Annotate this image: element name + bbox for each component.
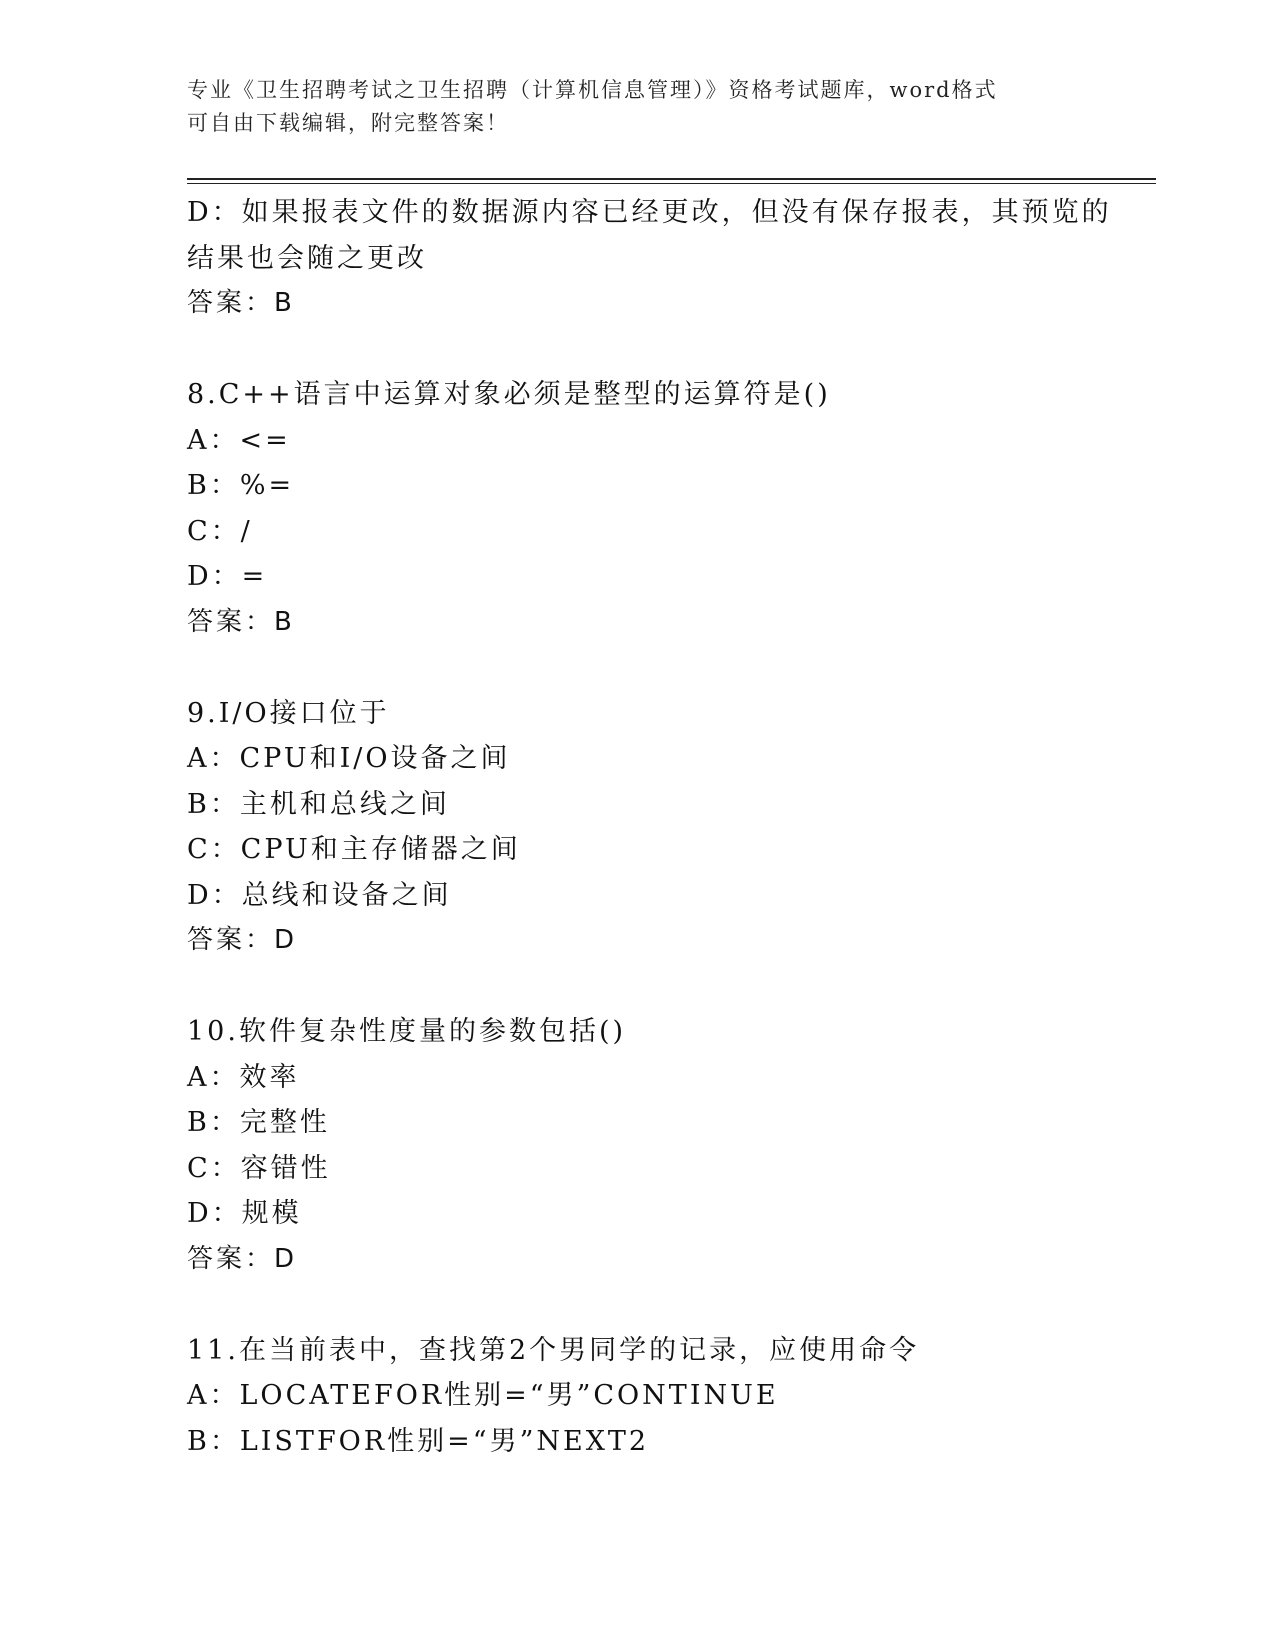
header-divider-thick [187, 178, 1156, 180]
question-item [187, 1009, 1107, 1282]
question-stem: 9.I/O接口位于 [187, 697, 390, 729]
question-stem: 11.在当前表中，查找第2个男同学的记录，应使用命令 [187, 1334, 920, 1366]
option-a: A：效率 [187, 1061, 300, 1093]
spacer [187, 645, 1107, 691]
option-a: A：<= [187, 424, 291, 456]
answer-label: 答案：B [187, 288, 295, 318]
header-title-line2: 可自由下载编辑，附完整答案！ [187, 111, 509, 135]
option-d: D：如果报表文件的数据源内容已经更改，但没有保存报表，其预览的 [187, 197, 1112, 228]
option-a: A：CPU和I/O设备之间 [187, 743, 511, 774]
option-b: B：%= [187, 470, 295, 501]
spacer [187, 1282, 1107, 1328]
option-a: A：LOCATEFOR性别=“男”CONTINUE [187, 1380, 779, 1411]
question-stem: 8.C++语言中运算对象必须是整型的运算符是() [187, 379, 831, 410]
spacer [187, 964, 1107, 1010]
option-d: D：规模 [187, 1198, 302, 1229]
question-carryover [187, 190, 1112, 327]
option-d: D：= [187, 561, 268, 592]
option-b: B：主机和总线之间 [187, 788, 450, 820]
question-item [187, 691, 1107, 964]
answer-label: 答案：D [187, 1243, 298, 1274]
question-list [187, 190, 1112, 1464]
option-c: C：/ [187, 515, 253, 547]
header-title-line1: 专业《卫生招聘考试之卫生招聘（计算机信息管理）》资格考试题库，word格式 [187, 78, 998, 102]
option-d-continued: 结果也会随之更改 [187, 242, 427, 274]
spacer [187, 327, 1107, 373]
option-c: C：容错性 [187, 1152, 331, 1184]
answer-label: 答案：D [187, 925, 298, 955]
answer-label: 答案：B [187, 606, 295, 637]
document-header [187, 74, 1087, 140]
header-divider-thin [187, 183, 1156, 184]
question-stem: 10.软件复杂性度量的参数包括() [187, 1016, 627, 1047]
question-item [187, 372, 1107, 645]
option-d: D：总线和设备之间 [187, 879, 452, 911]
option-c: C：CPU和主存储器之间 [187, 834, 521, 865]
option-b: B：LISTFOR性别=“男”NEXT2 [187, 1425, 650, 1457]
option-b: B：完整性 [187, 1107, 330, 1138]
question-item [187, 1328, 1107, 1465]
